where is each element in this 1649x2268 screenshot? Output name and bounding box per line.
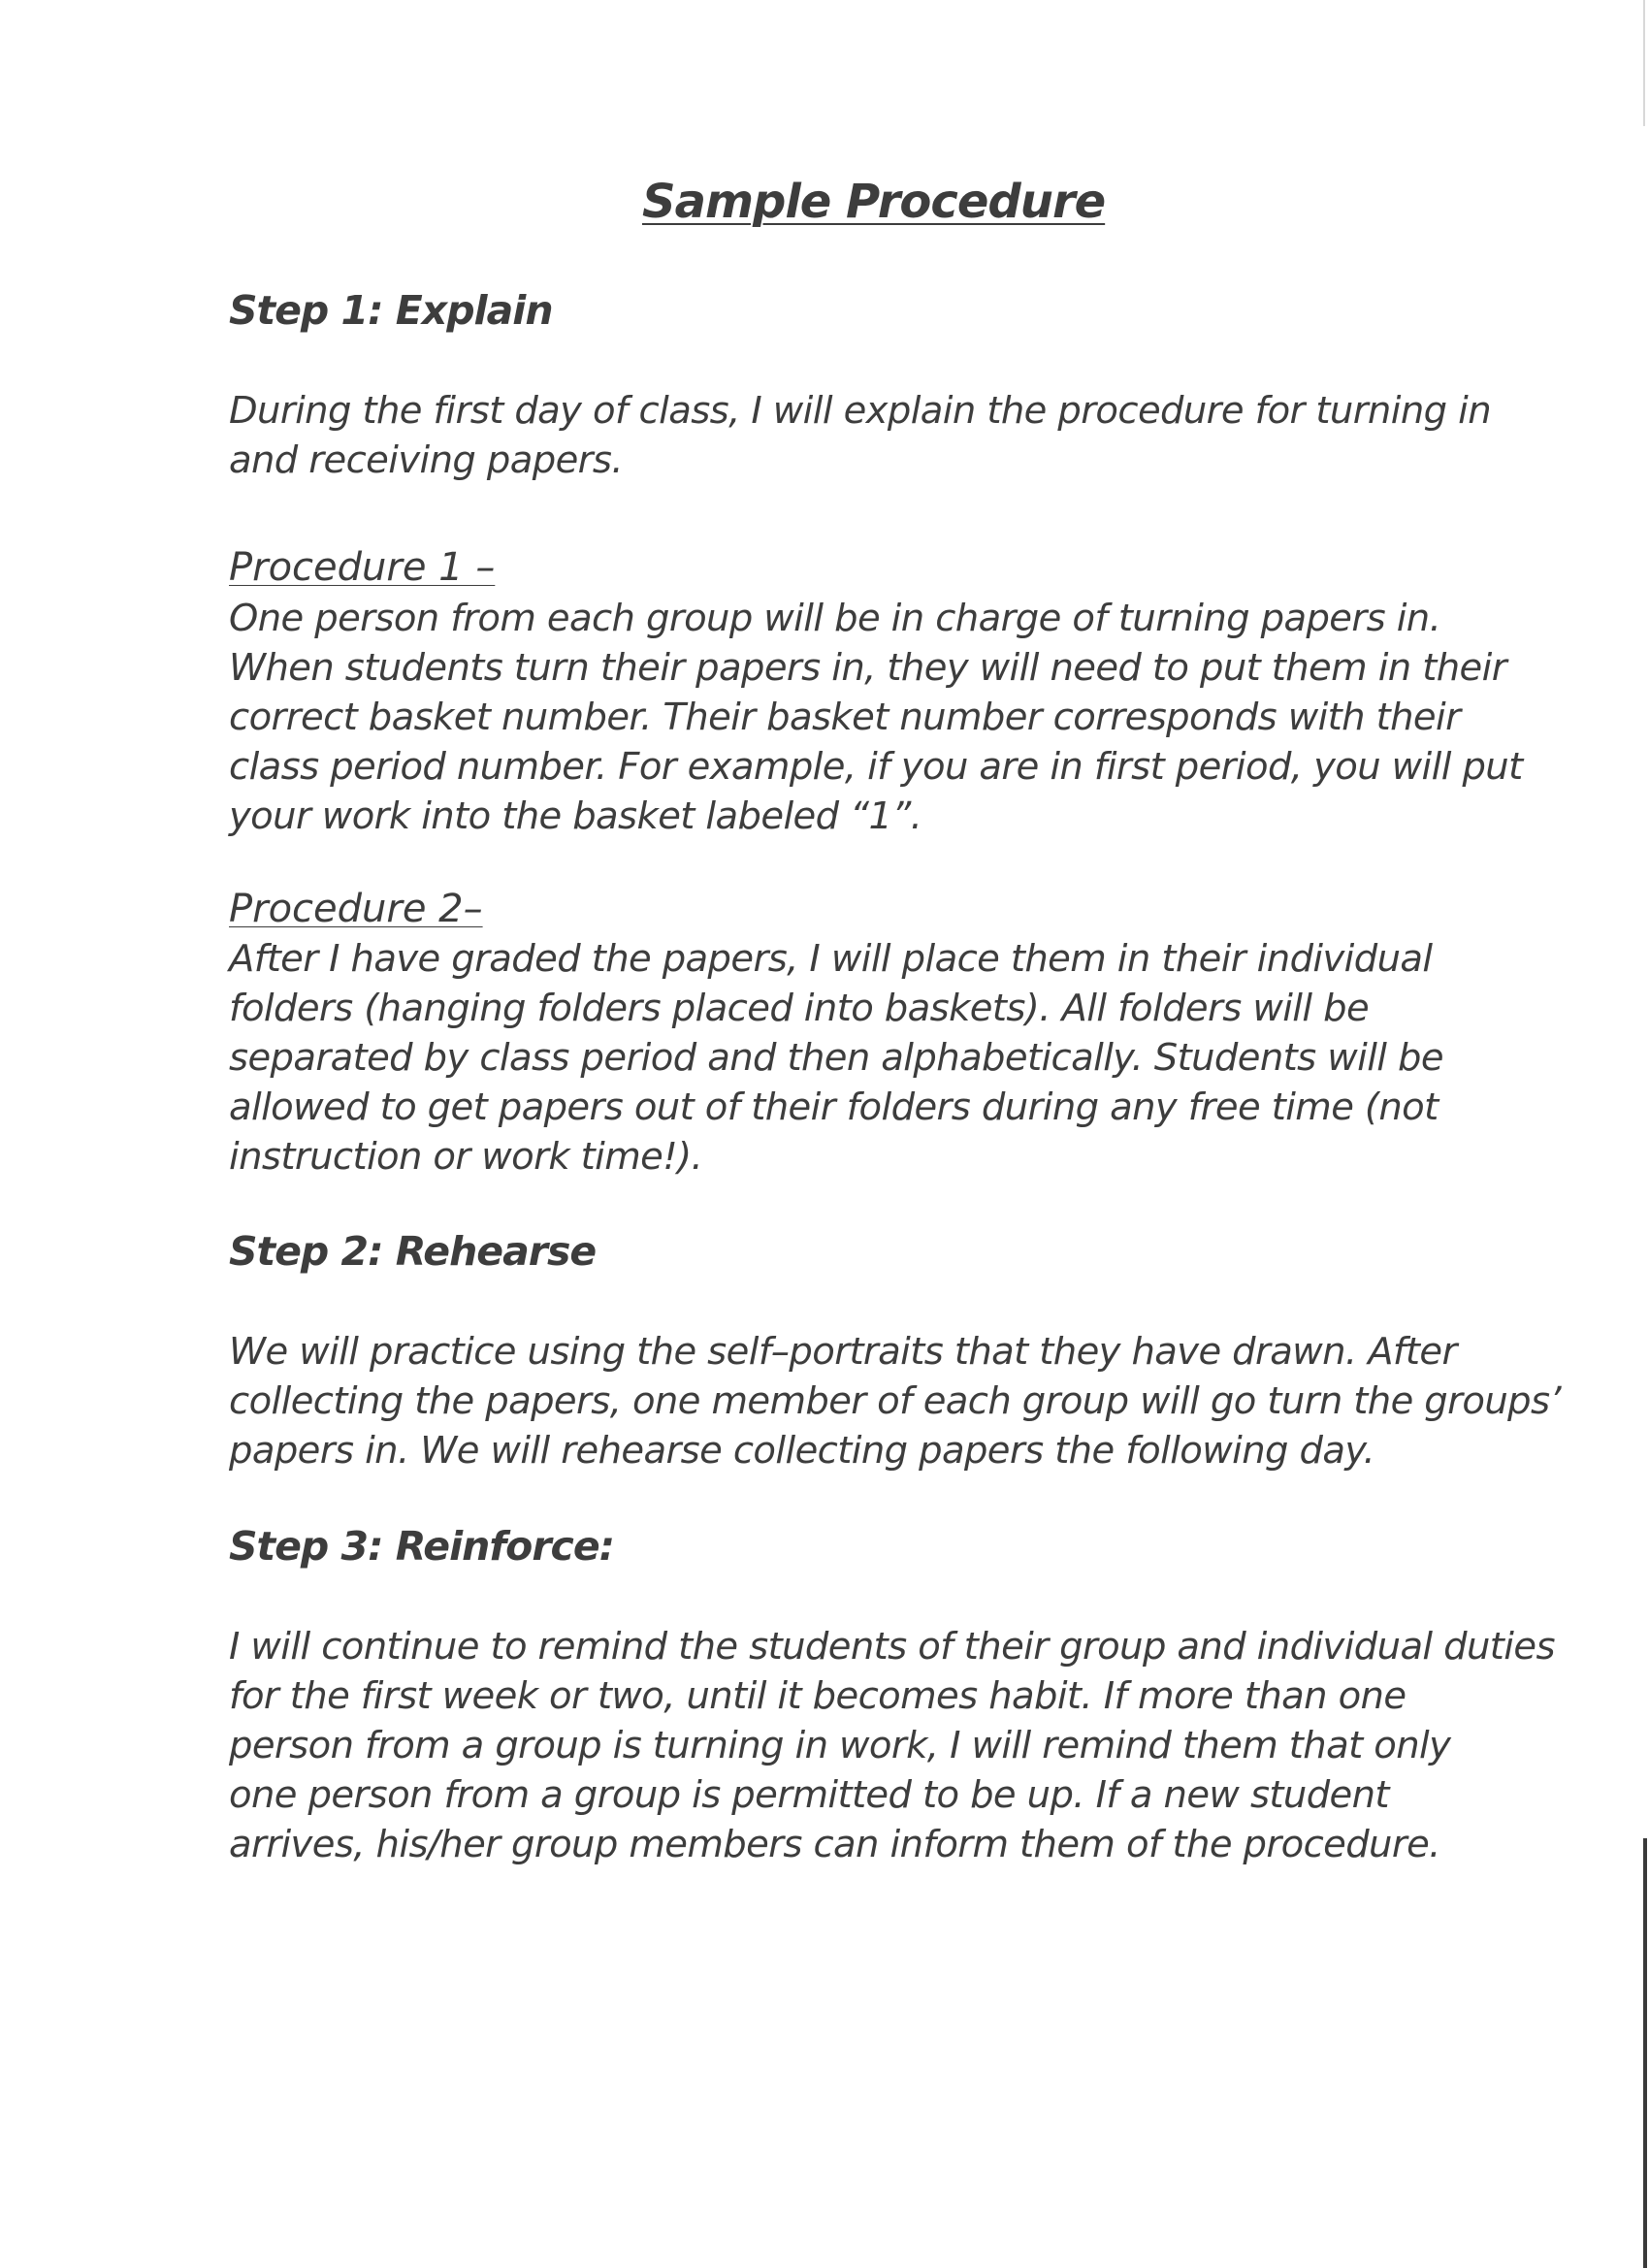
procedure1-heading: Procedure 1 – bbox=[229, 545, 496, 590]
step3-line: for the first week or two, until it becomes habit. If more than one bbox=[229, 1674, 1406, 1718]
step2-heading: Step 2: Rehearse bbox=[229, 1228, 597, 1275]
step2-line: We will practice using the self–portraits that they have drawn. After bbox=[229, 1330, 1457, 1374]
procedure2-line: folders (hanging folders placed into baskets). All folders will be bbox=[229, 987, 1370, 1030]
step1-heading: Step 1: Explain bbox=[229, 287, 553, 334]
step3-line: one person from a group is permitted to be up. If a new student bbox=[229, 1773, 1389, 1817]
page-title: Sample Procedure bbox=[642, 175, 1106, 229]
procedure2-line: allowed to get papers out of their folders during any free time (not bbox=[229, 1085, 1439, 1129]
step3-line: arrives, his/her group members can inform them of the procedure. bbox=[229, 1823, 1440, 1866]
step2-paragraph bbox=[229, 1327, 1562, 1475]
procedure2-heading: Procedure 2– bbox=[229, 887, 483, 931]
step1-line: and receiving papers. bbox=[229, 438, 623, 482]
step3-heading: Step 3: Reinforce: bbox=[229, 1523, 615, 1570]
procedure2-line: After I have graded the papers, I will place them in their individual bbox=[229, 937, 1433, 981]
scan-edge-mark-bottom bbox=[1643, 1838, 1647, 2268]
scan-edge-mark-top bbox=[1643, 0, 1645, 126]
procedure2-line: separated by class period and then alphabetically. Students will be bbox=[229, 1036, 1443, 1080]
step3-paragraph bbox=[229, 1622, 1555, 1869]
procedure2-paragraph bbox=[229, 934, 1443, 1182]
step2-line: collecting the papers, one member of each group will go turn the groups’ bbox=[229, 1379, 1562, 1423]
step1-paragraph bbox=[229, 386, 1491, 485]
procedure1-paragraph bbox=[229, 594, 1523, 841]
procedure2-line: instruction or work time!). bbox=[229, 1135, 703, 1179]
step1-line: During the first day of class, I will explain the procedure for turning in bbox=[229, 389, 1491, 433]
procedure1-line: correct basket number. Their basket number corresponds with their bbox=[229, 696, 1461, 739]
procedure1-line: When students turn their papers in, they will need to put them in their bbox=[229, 646, 1506, 690]
step2-line: papers in. We will rehearse collecting papers the following day. bbox=[229, 1429, 1375, 1473]
step3-line: person from a group is turning in work, I will remind them that only bbox=[229, 1724, 1451, 1767]
procedure1-line: your work into the basket labeled “1”. bbox=[229, 794, 922, 838]
step3-line: I will continue to remind the students of their group and individual duties bbox=[229, 1625, 1555, 1669]
procedure1-line: One person from each group will be in charge of turning papers in. bbox=[229, 597, 1441, 640]
procedure1-line: class period number. For example, if you are in first period, you will put bbox=[229, 745, 1523, 789]
